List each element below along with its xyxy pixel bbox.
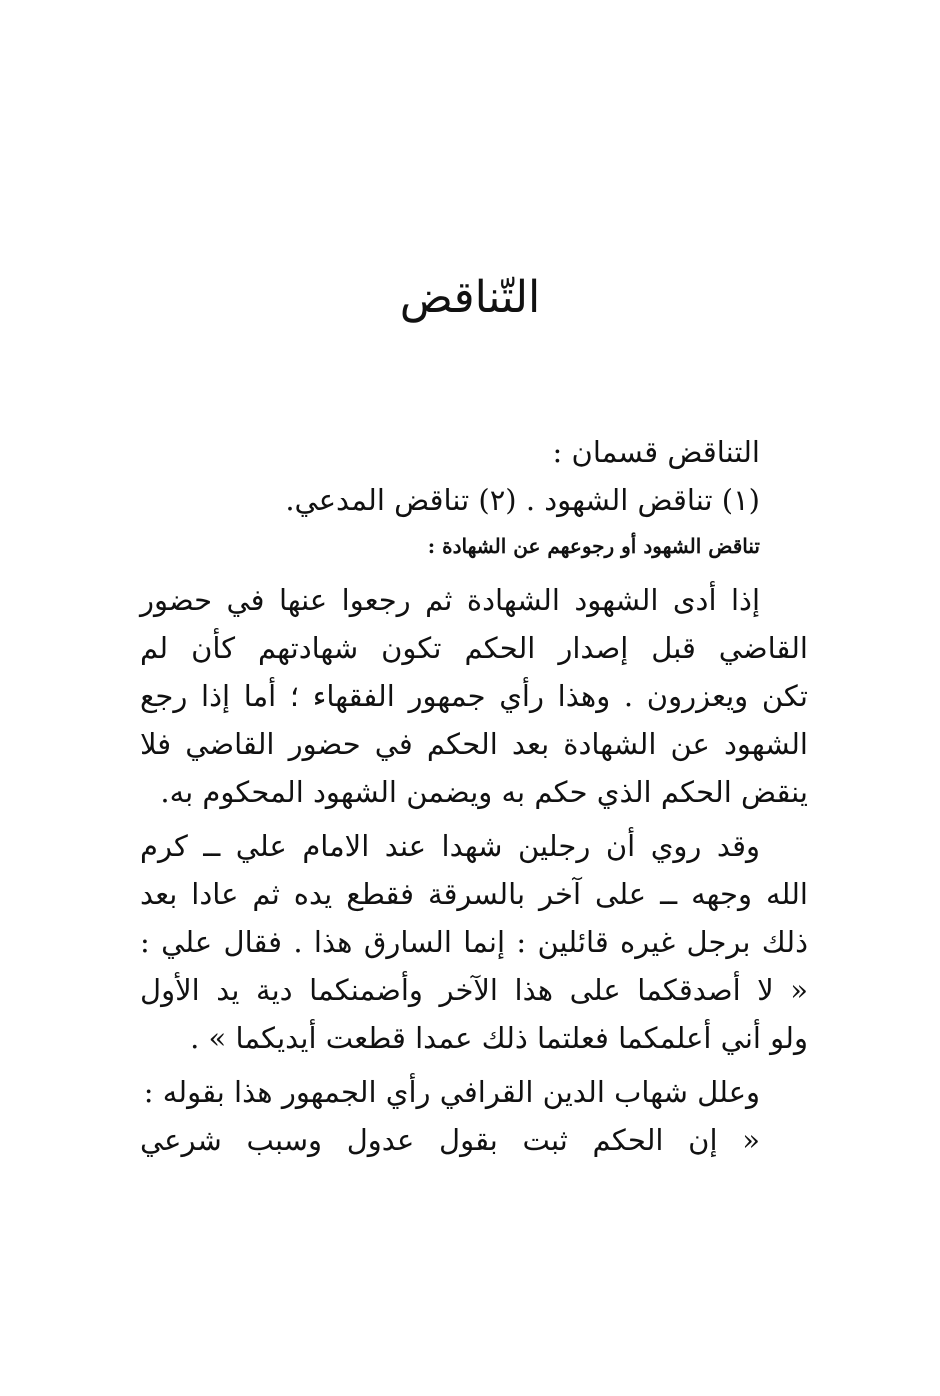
paragraph-3 [140,1068,808,1164]
paragraph-1-line: إذا أدى الشهود الشهادة ثم رجعوا عنها في حضور [140,583,760,617]
paragraph-2-line: وقد روي أن رجلين شهدا عند الامام علي ــ كرم [140,829,760,863]
section-subheading: تناقض الشهود أو رجوعهم عن الشهادة : [427,534,760,558]
paragraph-1-line: تكن ويعزرون . وهذا رأي جمهور الفقهاء ؛ أما إذا رجع [140,679,808,713]
chapter-title: التّناقض [399,272,541,323]
paragraph-1 [140,576,808,816]
paragraph-1-line: الشهود عن الشهادة بعد الحكم في حضور القاضي فلا [140,727,808,761]
intro-line-1: التناقض قسمان : [552,435,760,469]
paragraph-3-line: « إن الحكم ثبت بقول عدول وسبب شرعي [140,1123,760,1157]
paragraph-1-line: ينقض الحكم الذي حكم به ويضمن الشهود المحكوم به. [160,775,808,809]
intro-line-2: (١) تناقض الشهود . (٢) تناقض المدعي. [285,483,760,517]
paragraph-2-line: ولو أني أعلمكما فعلتما ذلك عمدا قطعت أيديكما » . [190,1021,808,1055]
paragraph-2-line: « لا أصدقكما على هذا الآخر وأضمنكما دية يد الأول [140,973,808,1007]
paragraph-3-line: وعلل شهاب الدين القرافي رأي الجمهور هذا بقوله : [143,1075,760,1109]
body-text [140,428,808,1164]
paragraph-2-line: الله وجهه ــ على آخر بالسرقة فقطع يده ثم عادا بعد [140,877,808,911]
paragraph-1-line: القاضي قبل إصدار الحكم تكون شهادتهم كأن لم [140,631,808,665]
paragraph-2-line: ذلك برجل غيره قائلين : إنما السارق هذا . فقال علي : [140,925,808,959]
paragraph-2 [140,822,808,1062]
